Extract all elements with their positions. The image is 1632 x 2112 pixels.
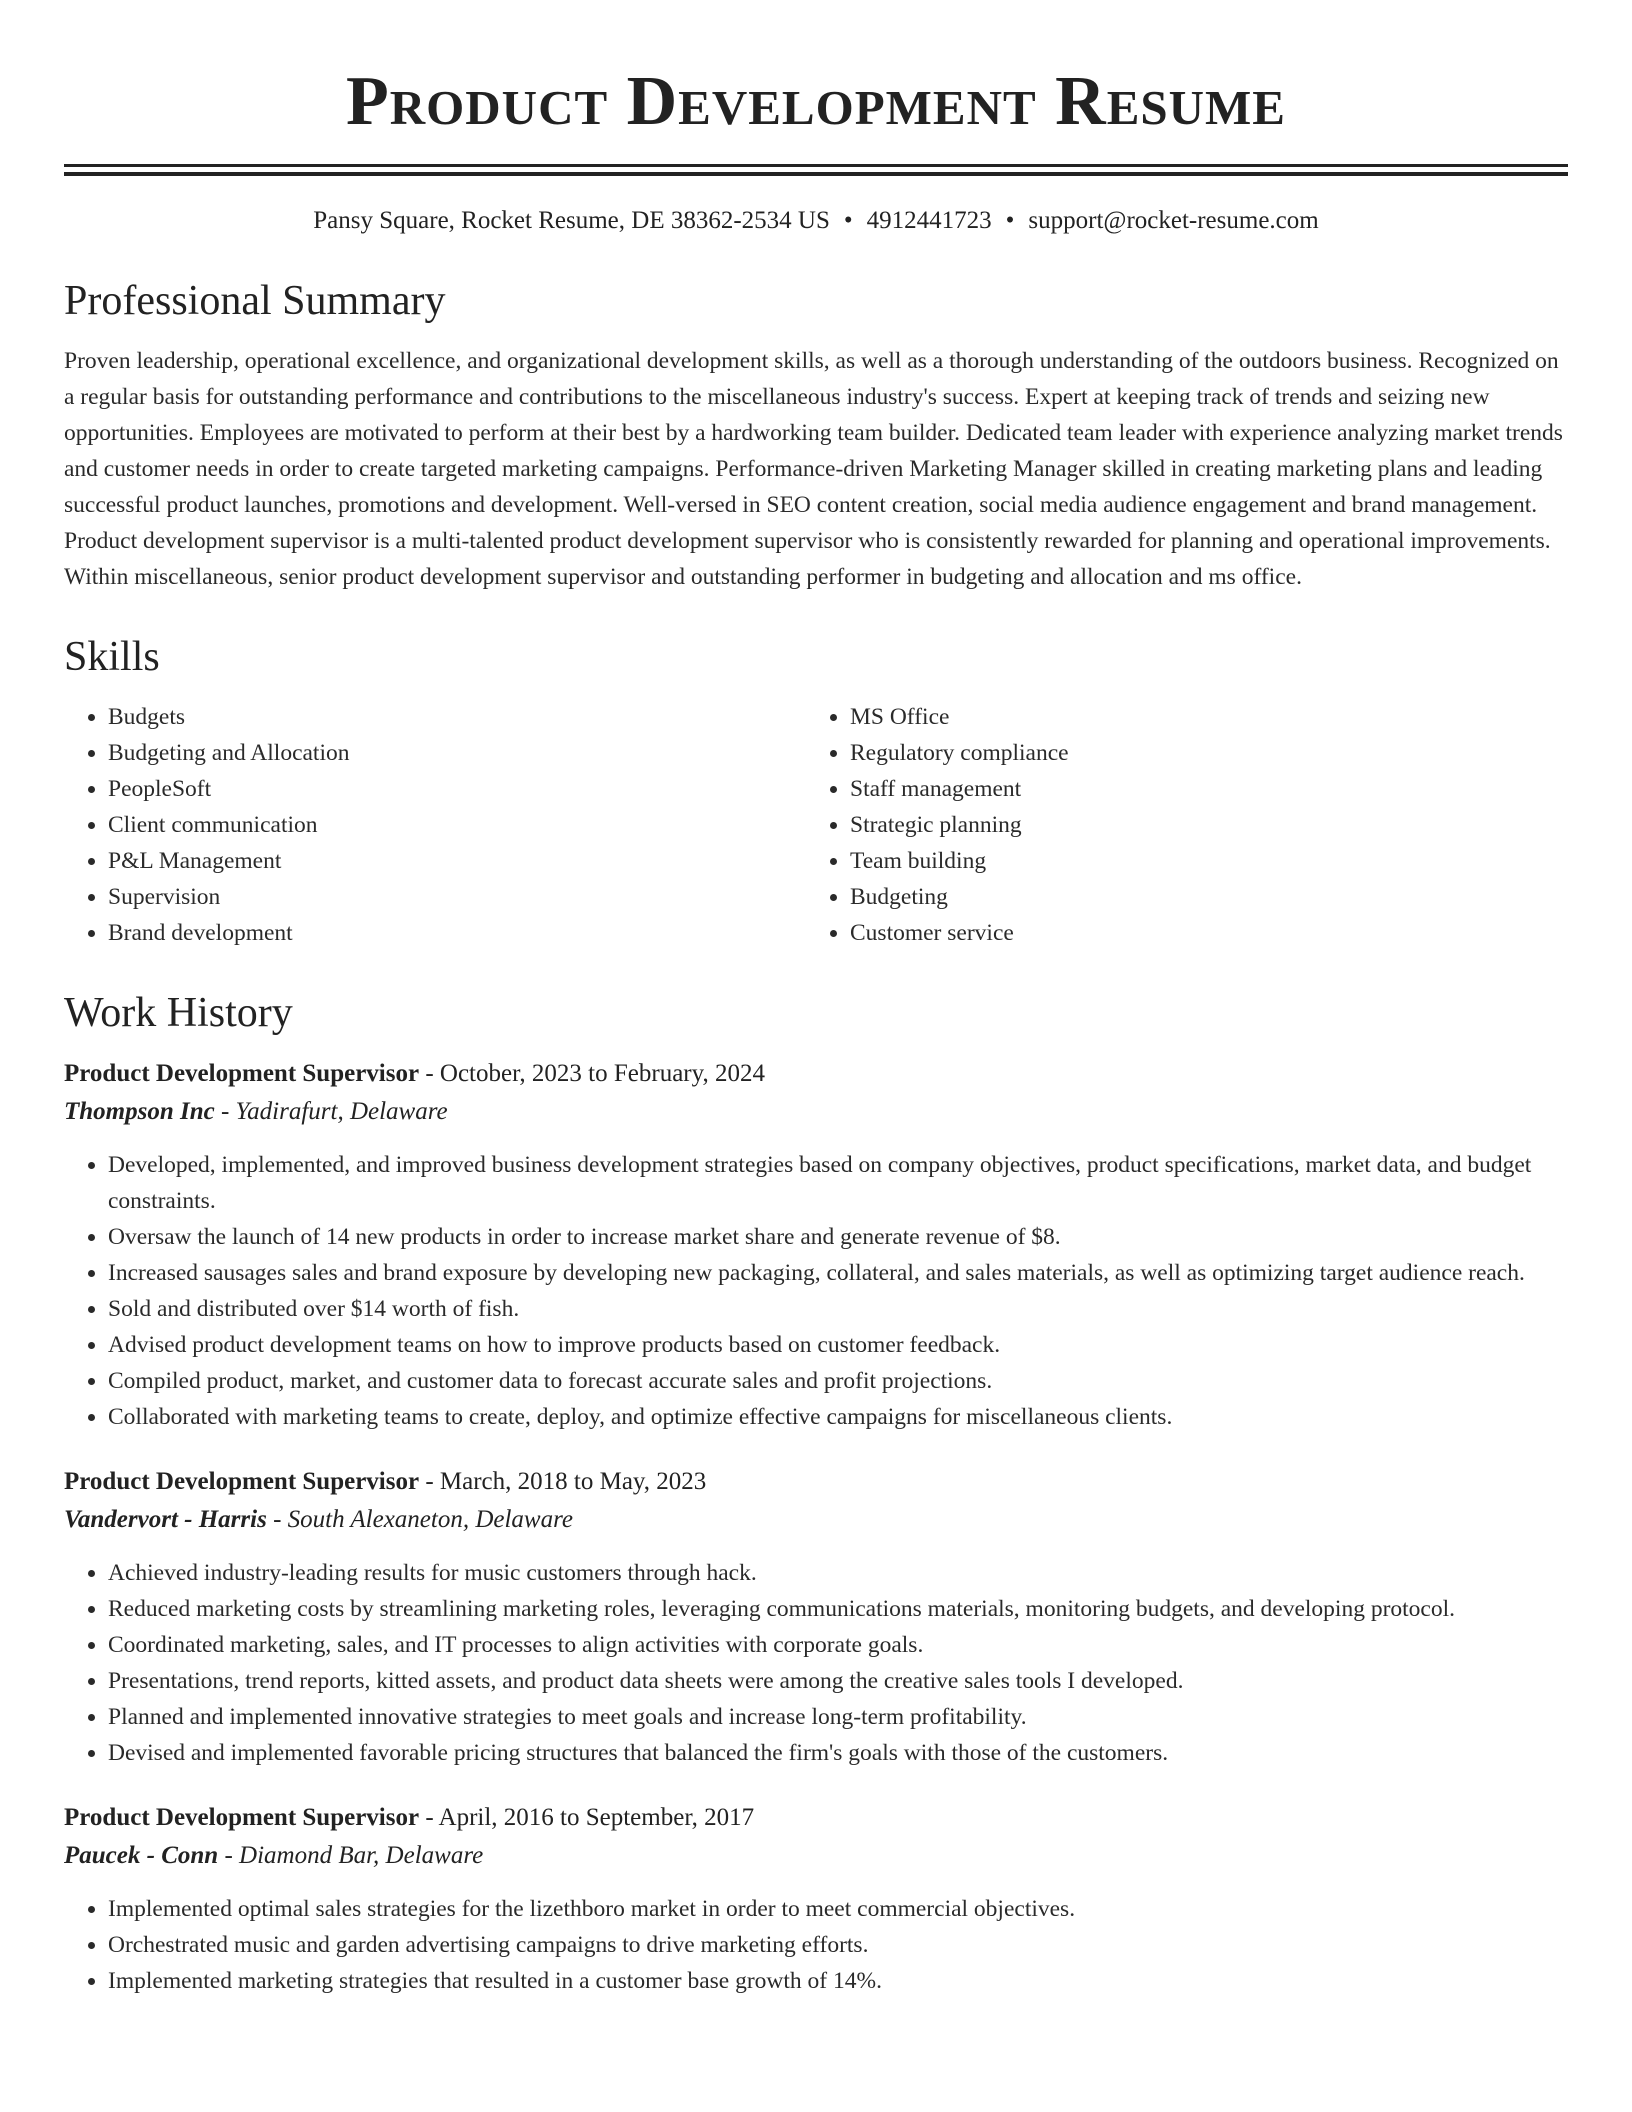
skills-list-left — [64, 699, 806, 951]
skill-item: • Team building — [850, 843, 1548, 879]
job-dates: - October, 2023 to February, 2024 — [425, 1060, 765, 1087]
skill-item: • P&L Management — [108, 843, 806, 879]
contact-email: support@rocket-resume.com — [1028, 207, 1319, 234]
skill-item: • Brand development — [108, 915, 806, 951]
skills-section — [64, 631, 1568, 951]
job-location: - Yadirafurt, Delaware — [220, 1098, 448, 1125]
job-bullet: • Reduced marketing costs by streamlining marketing roles, leveraging communications materials, monitoring budgets, and developing protocol. — [108, 1591, 1568, 1627]
job-dates: - March, 2018 to May, 2023 — [425, 1468, 707, 1495]
skill-item: • Strategic planning — [850, 807, 1548, 843]
job-bullet: • Orchestrated music and garden advertising campaigns to drive marketing efforts. — [108, 1927, 1568, 1963]
job-entry — [64, 1799, 1568, 1999]
skill-item: • Budgeting — [850, 879, 1548, 915]
job-role: Product Development Supervisor — [64, 1804, 420, 1831]
job-entry — [64, 1055, 1568, 1435]
job-bullet: • Advised product development teams on how to improve products based on customer feedback. — [108, 1327, 1568, 1363]
summary-heading: Professional Summary — [64, 278, 446, 324]
contact-separator: • — [1005, 207, 1015, 234]
skill-item: • Staff management — [850, 771, 1548, 807]
contact-address: Pansy Square, Rocket Resume, DE 38362-2534 US — [313, 207, 830, 234]
summary-text: Proven leadership, operational excellence, and organizational development skills, as well as a thorough understanding of the outdoors business. Recognized on a regular basis for outstanding performance and contributions to the miscellaneous industry's success. Expert at keeping track of trends and seizing new opportunities. Employees are motivated to perform at their best by a hardworking team builder. Dedicated team leader with experience analyzing market trends and customer needs in order to create targeted marketing campaigns. Performance-driven Marketing Manager skilled in creating marketing plans and leading successful product launches, promotions and development. Well-versed in SEO content creation, social media audience engagement and brand management. Product development supervisor is a multi-talented product development supervisor who is consistently rewarded for planning and operational improvements. Within miscellaneous, senior product development supervisor and outstanding performer in budgeting and allocation and ms office. — [64, 348, 1563, 590]
skill-item: • Customer service — [850, 915, 1548, 951]
professional-summary-section — [64, 275, 1568, 595]
job-bullet: • Coordinated marketing, sales, and IT processes to align activities with corporate goals. — [108, 1627, 1568, 1663]
job-company: Vandervort - Harris — [64, 1506, 267, 1533]
skill-item: • MS Office — [850, 699, 1548, 735]
job-company-line — [64, 1837, 1568, 1875]
job-role: Product Development Supervisor — [64, 1468, 420, 1495]
skills-columns — [64, 699, 1568, 951]
job-bullets — [64, 1555, 1568, 1771]
title-divider — [64, 164, 1568, 167]
job-entry — [64, 1463, 1568, 1771]
job-bullet: • Collaborated with marketing teams to create, deploy, and optimize effective campaigns for miscellaneous clients. — [108, 1399, 1568, 1435]
work-history-heading: Work History — [64, 990, 293, 1036]
skill-item: • Supervision — [108, 879, 806, 915]
skill-item: • Regulatory compliance — [850, 735, 1548, 771]
job-bullet: • Compiled product, market, and customer data to forecast accurate sales and profit projections. — [108, 1363, 1568, 1399]
job-bullet: • Implemented marketing strategies that resulted in a customer base growth of 14%. — [108, 1963, 1568, 1999]
job-bullet: • Increased sausages sales and brand exposure by developing new packaging, collateral, and sales materials, as well as optimizing target audience reach. — [108, 1255, 1568, 1291]
job-dates: - April, 2016 to September, 2017 — [425, 1804, 755, 1831]
skills-heading: Skills — [64, 634, 160, 680]
job-title-line — [64, 1799, 1568, 1837]
job-company: Paucek - Conn — [64, 1842, 219, 1869]
job-bullet: • Achieved industry-leading results for music customers through hack. — [108, 1555, 1568, 1591]
job-company: Thompson Inc — [64, 1098, 215, 1125]
job-bullet: • Presentations, trend reports, kitted assets, and product data sheets were among the creative sales tools I developed. — [108, 1663, 1568, 1699]
job-bullets — [64, 1147, 1568, 1435]
job-bullet: • Devised and implemented favorable pricing structures that balanced the firm's goals with those of the customers. — [108, 1735, 1568, 1771]
contact-phone: 4912441723 — [866, 207, 992, 234]
job-company-line — [64, 1093, 1568, 1131]
skill-item: • Client communication — [108, 807, 806, 843]
job-bullet: • Developed, implemented, and improved business development strategies based on company objectives, product specifications, market data, and budget constraints. — [108, 1147, 1568, 1219]
work-history-section — [64, 987, 1568, 1999]
job-location: - South Alexaneton, Delaware — [273, 1506, 574, 1533]
job-bullet: • Sold and distributed over $14 worth of fish. — [108, 1291, 1568, 1327]
skills-list-right — [806, 699, 1548, 951]
contact-line — [64, 203, 1568, 239]
job-bullet: • Implemented optimal sales strategies for the lizethboro market in order to meet commercial objectives. — [108, 1891, 1568, 1927]
job-title-line — [64, 1055, 1568, 1093]
job-company-line — [64, 1501, 1568, 1539]
job-bullet: • Planned and implemented innovative strategies to meet goals and increase long-term profitability. — [108, 1699, 1568, 1735]
contact-separator: • — [843, 207, 853, 234]
job-bullet: • Oversaw the launch of 14 new products in order to increase market share and generate revenue of $8. — [108, 1219, 1568, 1255]
job-location: - Diamond Bar, Delaware — [224, 1842, 484, 1869]
skill-item: • Budgets — [108, 699, 806, 735]
job-bullets — [64, 1891, 1568, 1999]
skill-item: • PeopleSoft — [108, 771, 806, 807]
job-role: Product Development Supervisor — [64, 1060, 420, 1087]
page-title: Product Development Resume — [346, 63, 1286, 140]
job-title-line — [64, 1463, 1568, 1501]
skill-item: • Budgeting and Allocation — [108, 735, 806, 771]
